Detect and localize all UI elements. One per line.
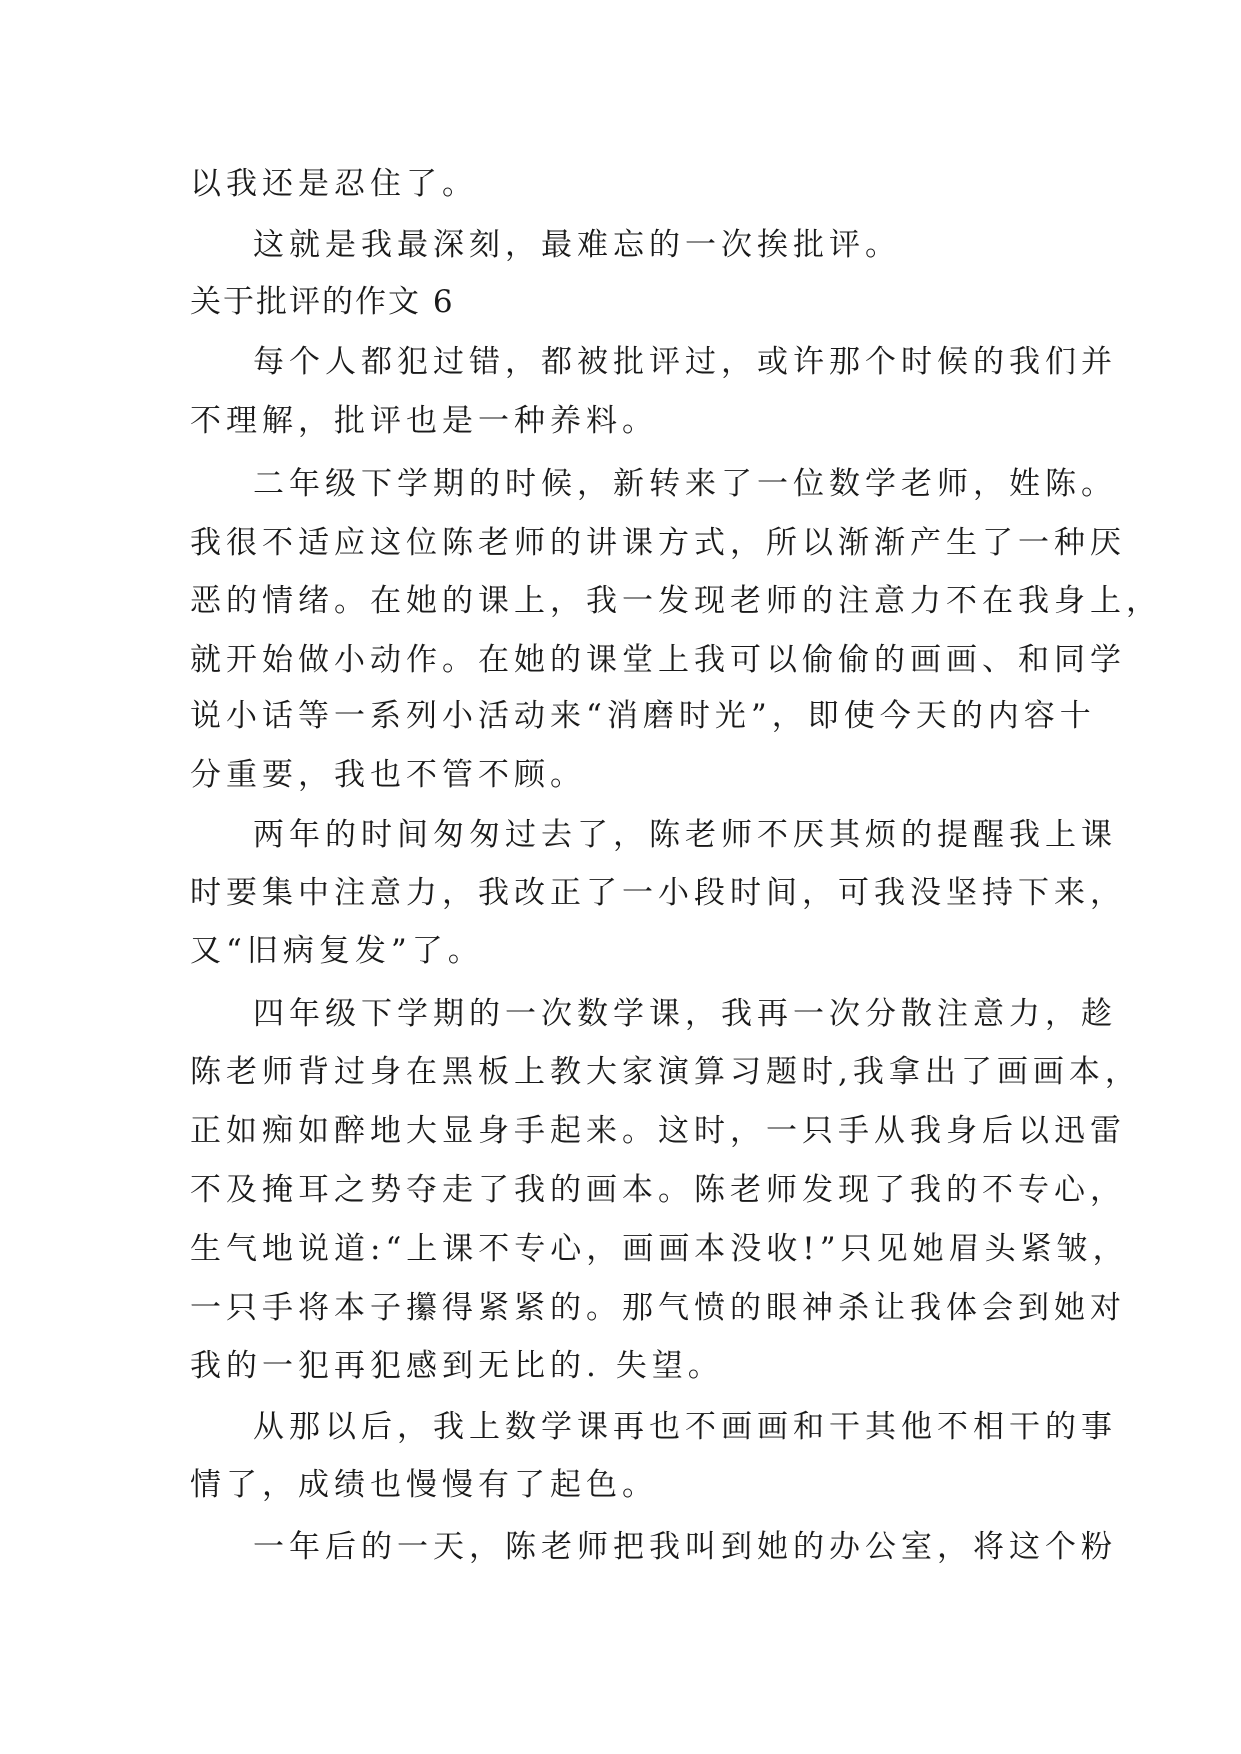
text-line: 正如痴如醉地大显身手起来。这时，一只手从我身后以迅雷 (190, 1113, 1126, 1149)
text-line: 生气地说道:“上课不专心，画画本没收!”只见她眉头紧皱， (190, 1231, 1129, 1267)
text-line: 就开始做小动作。在她的课堂上我可以偷偷的画画、和同学 (190, 642, 1126, 678)
text-line: 说小话等一系列小活动来“消磨时光”，即使今天的内容十 (190, 698, 1096, 734)
text-line: 二年级下学期的时候，新转来了一位数学老师，姓陈。 (253, 466, 1117, 502)
text-line: 两年的时间匆匆过去了，陈老师不厌其烦的提醒我上课 (253, 817, 1117, 853)
text-line: 每个人都犯过错，都被批评过，或许那个时候的我们并 (253, 344, 1117, 380)
section-heading: 关于批评的作文 6 (190, 284, 455, 320)
text-line: 我的一犯再犯感到无比的. 失望。 (190, 1348, 724, 1384)
text-line: 以我还是忍住了。 (190, 166, 478, 202)
text-line: 情了，成绩也慢慢有了起色。 (190, 1467, 658, 1503)
text-line: 陈老师背过身在黑板上教大家演算习题时,我拿出了画画本， (190, 1054, 1141, 1090)
text-line: 分重要，我也不管不顾。 (190, 757, 586, 793)
text-line: 四年级下学期的一次数学课，我再一次分散注意力，趁 (253, 996, 1117, 1032)
text-line: 不及掩耳之势夺走了我的画本。陈老师发现了我的不专心， (190, 1172, 1126, 1208)
text-line: 不理解，批评也是一种养料。 (190, 403, 658, 439)
text-line: 时要集中注意力，我改正了一小段时间，可我没坚持下来， (190, 875, 1126, 911)
text-line: 又“旧病复发”了。 (190, 933, 484, 969)
text-line: 恶的情绪。在她的课上，我一发现老师的注意力不在我身上， (190, 583, 1162, 619)
text-line: 一只手将本子攥得紧紧的。那气愤的眼神杀让我体会到她对 (190, 1290, 1126, 1326)
text-line: 一年后的一天，陈老师把我叫到她的办公室，将这个粉 (253, 1529, 1117, 1565)
text-line: 我很不适应这位陈老师的讲课方式，所以渐渐产生了一种厌 (190, 525, 1126, 561)
text-line: 这就是我最深刻，最难忘的一次挨批评。 (253, 227, 901, 263)
text-line: 从那以后，我上数学课再也不画画和干其他不相干的事 (253, 1409, 1117, 1445)
